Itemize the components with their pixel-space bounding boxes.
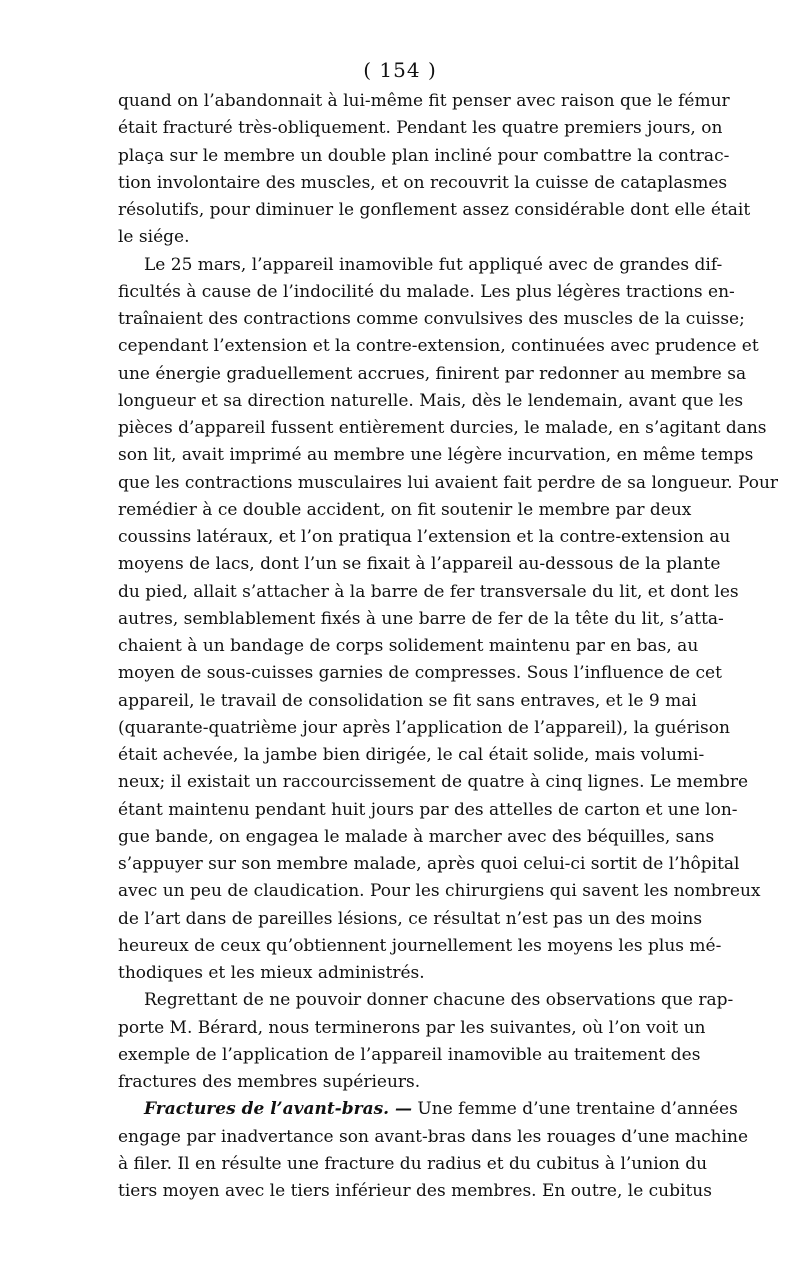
text-line: fractures des membres supérieurs. (118, 1072, 421, 1092)
text-line: longueur et sa direction naturelle. Mais, dès le lendemain, avant que les (118, 390, 744, 411)
text-line: heureux de ceux qu’obtiennent journellement les moyens les plus mé- (118, 935, 722, 956)
page-number: ( 154 ) (363, 58, 437, 82)
text-line: quand on l’abandonnait à lui-même fit penser avec raison que le fémur (118, 91, 730, 111)
text-line: ficultés à cause de l’indocilité du malade. Les plus légères tractions en- (118, 281, 735, 302)
text-line: engage par inadvertance son avant-bras dans les rouages d’une machine (118, 1126, 749, 1147)
text-fragment: Une femme d’une trentaine d’années (412, 1099, 738, 1120)
text-line: une énergie graduellement accrues, finirent par redonner au membre sa (118, 363, 747, 384)
text-line: traînaient des contractions comme convulsives des muscles de la cuisse; (118, 309, 745, 329)
text-line: moyen de sous-cuisses garnies de compresses. Sous l’influence de cet (118, 663, 722, 684)
text-line: plaça sur le membre un double plan incliné pour combattre la contrac- (118, 145, 730, 166)
text-line: (quarante-quatrième jour après l’application de l’appareil), la guérison (118, 717, 730, 738)
text-line: que les contractions musculaires lui avaient fait perdre de sa longueur. Pour (118, 472, 779, 493)
text-line: résolutifs, pour diminuer le gonflement assez considérable dont elle était (118, 200, 751, 220)
text-line: remédier à ce double accident, on fit soutenir le membre par deux (118, 499, 692, 520)
text-line: tion involontaire des muscles, et on recouvrit la cuisse de cataplasmes (118, 172, 728, 193)
text-line: cependant l’extension et la contre-extension, continuées avec prudence et (118, 336, 759, 357)
text-line: tiers moyen avec le tiers inférieur des membres. En outre, le cubitus (118, 1181, 712, 1201)
paragraph-3 (118, 987, 734, 1096)
text-line: son lit, avait imprimé au membre une légère incurvation, en même temps (118, 445, 754, 466)
text-line: étant maintenu pendant huit jours par des attelles de carton et une lon- (118, 799, 738, 820)
text-line (118, 1096, 738, 1123)
text-line: chaient à un bandage de corps solidement maintenu par en bas, au (118, 636, 699, 656)
text-line: le siége. (118, 227, 190, 248)
body-text (118, 88, 779, 1205)
text-line: était fracturé très-obliquement. Pendant les quatre premiers jours, on (118, 118, 723, 139)
text-line: s’appuyer sur son membre malade, après quoi celui-ci sortit de l’hôpital (118, 854, 740, 874)
text-line: neux; il existait un raccourcissement de quatre à cinq lignes. Le membre (118, 772, 749, 793)
text-line: était achevée, la jambe bien dirigée, le cal était solide, mais volumi- (118, 745, 705, 765)
text-line: du pied, allait s’attacher à la barre de fer transversale du lit, et dont les (118, 581, 739, 602)
paragraph-1 (118, 88, 751, 252)
text-line: thodiques et les mieux administrés. (118, 963, 425, 983)
text-line: appareil, le travail de consolidation se fit sans entraves, et le 9 mai (118, 690, 697, 711)
text-line: autres, semblablement fixés à une barre de fer de la tête du lit, s’atta- (118, 608, 724, 629)
text-line: moyens de lacs, dont l’un se fixait à l’appareil au-dessous de la plante (118, 554, 721, 575)
text-line: à filer. Il en résulte une fracture du radius et du cubitus à l’union du (118, 1153, 708, 1174)
text-line: porte M. Bérard, nous terminerons par les suivantes, où l’on voit un (118, 1017, 706, 1038)
text-line: gue bande, on engagea le malade à marcher avec des béquilles, sans (118, 826, 715, 847)
text-line: de l’art dans de pareilles lésions, ce résultat n’est pas un des moins (118, 908, 703, 929)
text-line: coussins latéraux, et l’on pratiqua l’extension et la contre-extension au (118, 527, 731, 547)
text-line: Le 25 mars, l’appareil inamovible fut appliqué avec de grandes dif- (144, 254, 723, 275)
text-line: Regrettant de ne pouvoir donner chacune des observations que rap- (144, 990, 734, 1011)
paragraph-4 (118, 1096, 749, 1205)
text-line: exemple de l’application de l’appareil inamovible au traitement des (118, 1044, 701, 1065)
paragraph-2 (118, 252, 779, 988)
section-heading: Fractures de l’avant-bras. — (144, 1099, 413, 1120)
text-line: avec un peu de claudication. Pour les chirurgiens qui savent les nombreux (118, 881, 761, 902)
text-line: pièces d’appareil fussent entièrement durcies, le malade, en s’agitant dans (118, 418, 767, 438)
